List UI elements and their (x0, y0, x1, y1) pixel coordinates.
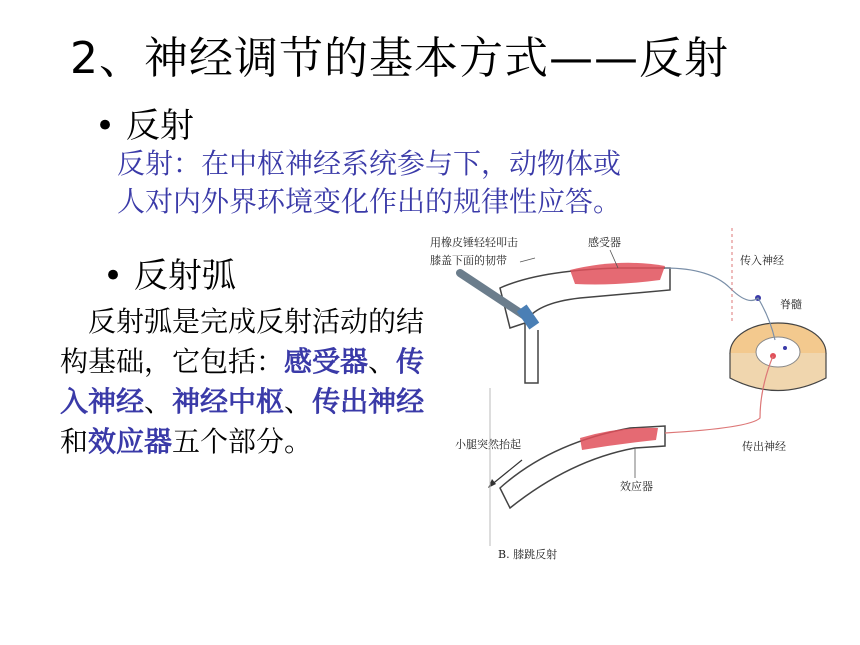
label-afferent: 传入神经 (740, 254, 784, 267)
shin-outline (525, 323, 538, 383)
paragraph-end: 五个部分。 (172, 425, 313, 458)
component-receptor: 感受器 (284, 345, 369, 378)
label-effector: 效应器 (620, 480, 653, 493)
component-afferent: 传入神经 (60, 345, 425, 418)
leader-line (520, 258, 535, 262)
definition-line-1: 反射：在中枢神经系统参与下，动物体或 (117, 147, 622, 180)
label-receptor: 感受器 (588, 236, 621, 249)
knee-jerk-reflex-figure (430, 228, 850, 568)
spinal-cord (730, 323, 826, 391)
bullet-reflex-arc-label: 反射弧 (133, 256, 236, 296)
paragraph-intro: 反射弧是完成反射活动的结构基础，它包括： (60, 305, 425, 378)
component-efferent: 传出神经 (312, 385, 425, 418)
bullet-reflex-label: 反射 (125, 106, 194, 146)
label-efferent: 传出神经 (742, 440, 786, 453)
bullet-reflex: • 反射 (95, 106, 194, 146)
bullet-reflex-arc: • 反射弧 (103, 256, 236, 296)
separator: 和 (60, 425, 89, 458)
hammer-label-1: 用橡皮锤轻轻叩击 (430, 236, 518, 249)
component-effector: 效应器 (88, 425, 173, 458)
arrowhead-icon (488, 479, 496, 488)
hammer-label-2: 膝盖下面的韧带 (430, 254, 507, 267)
separator: 、 (284, 385, 313, 418)
figure-caption: B. 膝跳反射 (498, 548, 558, 561)
reflex-definition (117, 145, 757, 221)
definition-line-2: 人对内外界环境变化作出的规律性应答。 (117, 185, 622, 218)
slide-title: 2、神经调节的基本方式——反射 (70, 33, 729, 84)
label-spinal-cord: 脊髓 (780, 298, 802, 311)
label-leg-up: 小腿突然抬起 (455, 438, 521, 451)
separator: 、 (144, 385, 173, 418)
component-center: 神经中枢 (172, 385, 285, 418)
separator: 、 (368, 345, 397, 378)
reflex-arc-paragraph (60, 302, 440, 462)
